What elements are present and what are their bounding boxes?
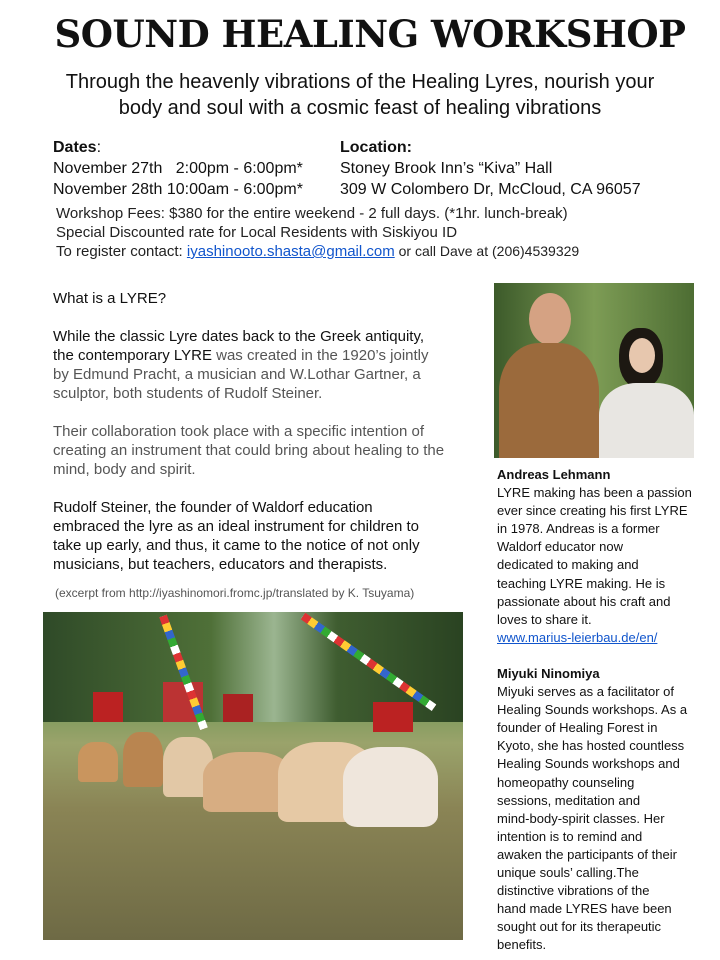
page-title: SOUND HEALING WORKSHOP [54, 12, 686, 56]
bio-name: Andreas Lehmann [497, 467, 611, 482]
about-text: While the classic Lyre dates back to the Greek antiquity, [53, 328, 425, 345]
bio-text: Kyoto, she has hosted countless [497, 738, 685, 754]
bio-text: teaching LYRE making. He is [497, 575, 666, 591]
bio-text: dedicated to making and [497, 557, 639, 573]
about-text: mind, body and spirit. [53, 461, 196, 478]
lyre [343, 747, 438, 827]
bio-text: distinctive vibrations of the [497, 883, 650, 899]
red-cabin [93, 692, 123, 722]
presenter-bios [497, 466, 692, 954]
about-text: Their collaboration took place with a specific intention of [53, 423, 425, 440]
about-text: the contemporary LYRE [53, 347, 212, 364]
bio-text: ever since creating his first LYRE [497, 503, 688, 519]
bio-text: sought out for its therapeutic [497, 919, 662, 935]
bio-text: passionate about his craft and [497, 593, 671, 609]
bio-text: loves to share it. [497, 611, 592, 627]
man-sweater [499, 343, 599, 458]
email-link[interactable]: iyashinooto.shasta@gmail.com [186, 243, 395, 260]
lyre [123, 732, 163, 787]
location-line: 309 W Colombero Dr, McCloud, CA 96057 [340, 181, 641, 198]
bio-name: Miyuki Ninomiya [497, 665, 600, 681]
bio-text: unique souls’ calling.The [497, 864, 639, 880]
location-line: Stoney Brook Inn’s “Kiva” Hall [340, 160, 553, 177]
lyre [78, 742, 118, 782]
call-text: or call Dave at (206)4539329 [394, 243, 580, 259]
dates-block [53, 137, 303, 200]
subtitle [0, 69, 720, 121]
subtitle-line: Through the heavenly vibrations of the Healing Lyres, nourish your [65, 71, 655, 93]
fees-line: Workshop Fees: $380 for the entire weekend - 2 full days. (*1hr. lunch-break) [56, 205, 568, 222]
date-line: November 28th 10:00am - 6:00pm* [53, 181, 303, 198]
discount-line: Special Discounted rate for Local Residents with Siskiyou ID [56, 223, 458, 241]
bio-text: Waldorf educator now [497, 539, 623, 555]
bio-text: awaken the participants of their [497, 846, 677, 862]
woman-face [629, 338, 655, 373]
presenters-photo [494, 283, 694, 458]
bio-text: Healing Sounds workshops. As a [497, 702, 688, 718]
about-text: embraced the lyre as an ideal instrument for children to [53, 518, 420, 535]
location-block [340, 137, 641, 200]
bio-text: founder of Healing Forest in [497, 720, 658, 736]
about-text: Rudolf Steiner, the founder of Waldorf education [53, 499, 373, 516]
about-section [53, 289, 444, 574]
bio-text: sessions, meditation and [497, 792, 641, 808]
bio-text: Healing Sounds workshops and [497, 756, 680, 772]
bio-text: homeopathy counseling [497, 774, 635, 790]
about-text: was created in the 1920’s jointly [211, 347, 429, 364]
bio-text: in 1978. Andreas is a former [497, 521, 660, 537]
bio-text: hand made LYRES have been [497, 901, 672, 917]
dates-label: Dates [53, 139, 97, 156]
date-line: November 27th 2:00pm - 6:00pm* [53, 160, 303, 177]
about-heading: What is a LYRE? [53, 290, 167, 307]
location-label: Location: [340, 139, 412, 156]
red-cabin [223, 694, 253, 722]
bio-text: Miyuki serves as a facilitator of [497, 684, 675, 700]
about-text: musicians, but teachers, educators and therapists. [53, 556, 388, 573]
red-cabin [373, 702, 413, 732]
woman-blouse [599, 383, 694, 458]
man-face [529, 293, 571, 345]
bio-text: benefits. [497, 937, 547, 953]
bio-text: mind-body-spirit classes. Her [497, 810, 665, 826]
about-text: creating an instrument that could bring about healing to the [53, 442, 445, 459]
website-link[interactable]: www.marius-leierbau.de/en/ [497, 629, 658, 645]
bio-text: LYRE making has been a passion [497, 485, 692, 501]
bio-text: intention is to remind and [497, 828, 643, 844]
subtitle-line: body and soul with a cosmic feast of healing vibrations [118, 97, 602, 119]
about-text: sculptor, both students of Rudolf Steiner. [53, 385, 323, 402]
about-text: take up early, and thus, it came to the notice of not only [53, 537, 420, 554]
lyres-photo [43, 612, 463, 940]
about-text: by Edmund Pracht, a musician and W.Lothar Gartner, a [53, 366, 421, 383]
register-label: To register contact: [56, 243, 187, 260]
excerpt-credit: (excerpt from http://iyashinomori.fromc.jp/translated by K. Tsuyama) [55, 586, 415, 600]
fees-block [56, 205, 579, 262]
dates-colon: : [96, 139, 102, 156]
